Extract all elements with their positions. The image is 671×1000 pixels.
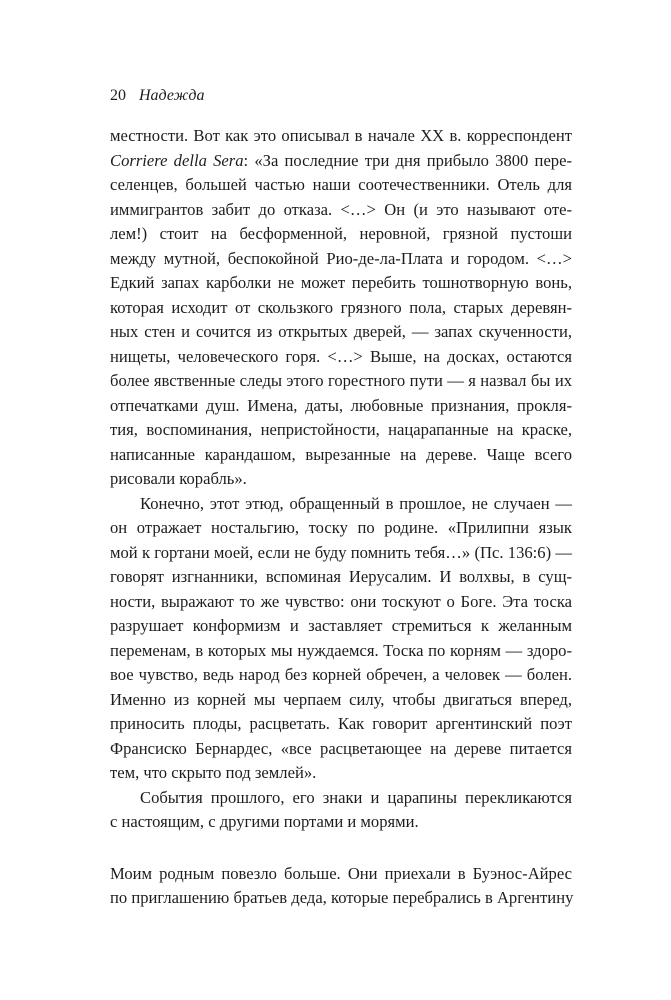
italic-title: Corriere della Sera: [110, 150, 244, 170]
text-line: [110, 492, 572, 517]
line-text: переменам, в которых мы нуждаемся. Тоска по корням — здоро-: [110, 640, 572, 660]
line-text: которая исходит от скользкого грязного пола, старых деревян-: [110, 297, 572, 317]
text-line: [110, 124, 572, 149]
text-line: [110, 886, 572, 911]
text-line: [110, 418, 572, 443]
text-line: [110, 590, 572, 615]
line-text: мой к гортани моей, если не буду помнить тебя…» (Пс. 136:6) —: [110, 542, 572, 562]
line-text: ности, выражают то же чувство: они тоскуют о Боге. Эта тоска: [110, 591, 572, 611]
text-line: [110, 541, 572, 566]
line-text: Едкий запах карболки не может перебить тошнотворную вонь,: [110, 273, 572, 292]
line-text: вое чувство, ведь народ без корней обречен, а человек — болен.: [110, 665, 572, 684]
chapter-title: Надежда: [139, 87, 205, 104]
line-text: отпечатками душ. Имена, даты, любовные признания, прокля-: [110, 395, 572, 415]
text-line: [110, 663, 572, 688]
text-line: [110, 222, 572, 247]
line-text: он отражает ностальгию, тоску по родине. «Прилипни язык: [110, 518, 572, 537]
line-text: лем!) стоит на бесформенной, неровной, грязной пустоши: [110, 224, 572, 243]
text-line: [110, 394, 572, 419]
text-line: [110, 173, 572, 198]
text-line: [110, 369, 572, 394]
line-text: тия, воспоминания, непристойности, нацарапанные на краске,: [110, 420, 572, 439]
line-text: по приглашению братьев деда, которые перебрались в Аргентину: [110, 888, 574, 907]
text-line: [110, 443, 572, 468]
text-line: [110, 516, 572, 541]
text-line: [110, 688, 572, 713]
line-text: с настоящим, с другими портами и морями.: [110, 812, 419, 831]
body-text: [110, 124, 572, 911]
text-line: [110, 467, 572, 492]
text-line: [110, 614, 572, 639]
text-line: [110, 296, 572, 321]
text-line: [110, 271, 572, 296]
line-text: более явственные следы этого горестного пути — я назвал бы их: [110, 371, 572, 390]
line-text: Моим родным повезло больше. Они приехали в Буэнос-Айрес: [110, 863, 572, 883]
line-text: разрушает конформизм и заставляет стремиться к желанным: [110, 616, 572, 635]
running-head: [110, 86, 205, 106]
section-break: [110, 835, 572, 862]
text-line: [110, 565, 572, 590]
line-text: ных стен и сочится из открытых дверей, — запах скученности,: [110, 322, 572, 341]
line-text: нищеты, человеческого горя. <…> Выше, на досках, остаются: [110, 346, 572, 366]
line-text: : «За последние три дня прибыло 3800 пере-: [243, 150, 572, 170]
text-line: [110, 247, 572, 272]
line-text: селенцев, большей частью наши соотечественники. Отель для: [110, 175, 572, 194]
text-line: [110, 761, 572, 786]
line-text: рисовали корабль».: [110, 469, 247, 488]
line-text: Конечно, этот этюд, обращенный в прошлое, не случаен —: [140, 493, 572, 513]
page-number: 20: [110, 87, 126, 104]
text-line: [110, 149, 572, 174]
line-text: тем, что скрыто под землей».: [110, 763, 317, 782]
line-text: События прошлого, его знаки и царапины перекликаются: [140, 787, 572, 807]
text-line: [110, 639, 572, 664]
text-line: [110, 737, 572, 762]
line-text: местности. Вот как это описывал в начале XX в. корреспондент: [110, 126, 572, 145]
line-text: приносить плоды, расцветать. Как говорит аргентинский поэт: [110, 714, 572, 733]
text-line: [110, 198, 572, 223]
line-text: написанные карандашом, вырезанные на дереве. Чаще всего: [110, 444, 572, 464]
line-text: говорят изгнанники, вспоминая Иерусалим. И волхвы, в сущ-: [110, 567, 572, 586]
line-text: Франсиско Бернардес, «все расцветающее на дереве питается: [110, 738, 572, 758]
text-line: [110, 712, 572, 737]
text-line: [110, 862, 572, 887]
line-text: Именно из корней мы черпаем силу, чтобы двигаться вперед,: [110, 689, 572, 709]
text-line: [110, 786, 572, 811]
text-line: [110, 810, 572, 835]
text-line: [110, 320, 572, 345]
text-line: [110, 345, 572, 370]
line-text: между мутной, беспокойной Рио-де-ла-Плата и городом. <…>: [110, 248, 572, 268]
line-text: иммигрантов забит до отказа. <…> Он (и это называют оте-: [110, 199, 572, 219]
